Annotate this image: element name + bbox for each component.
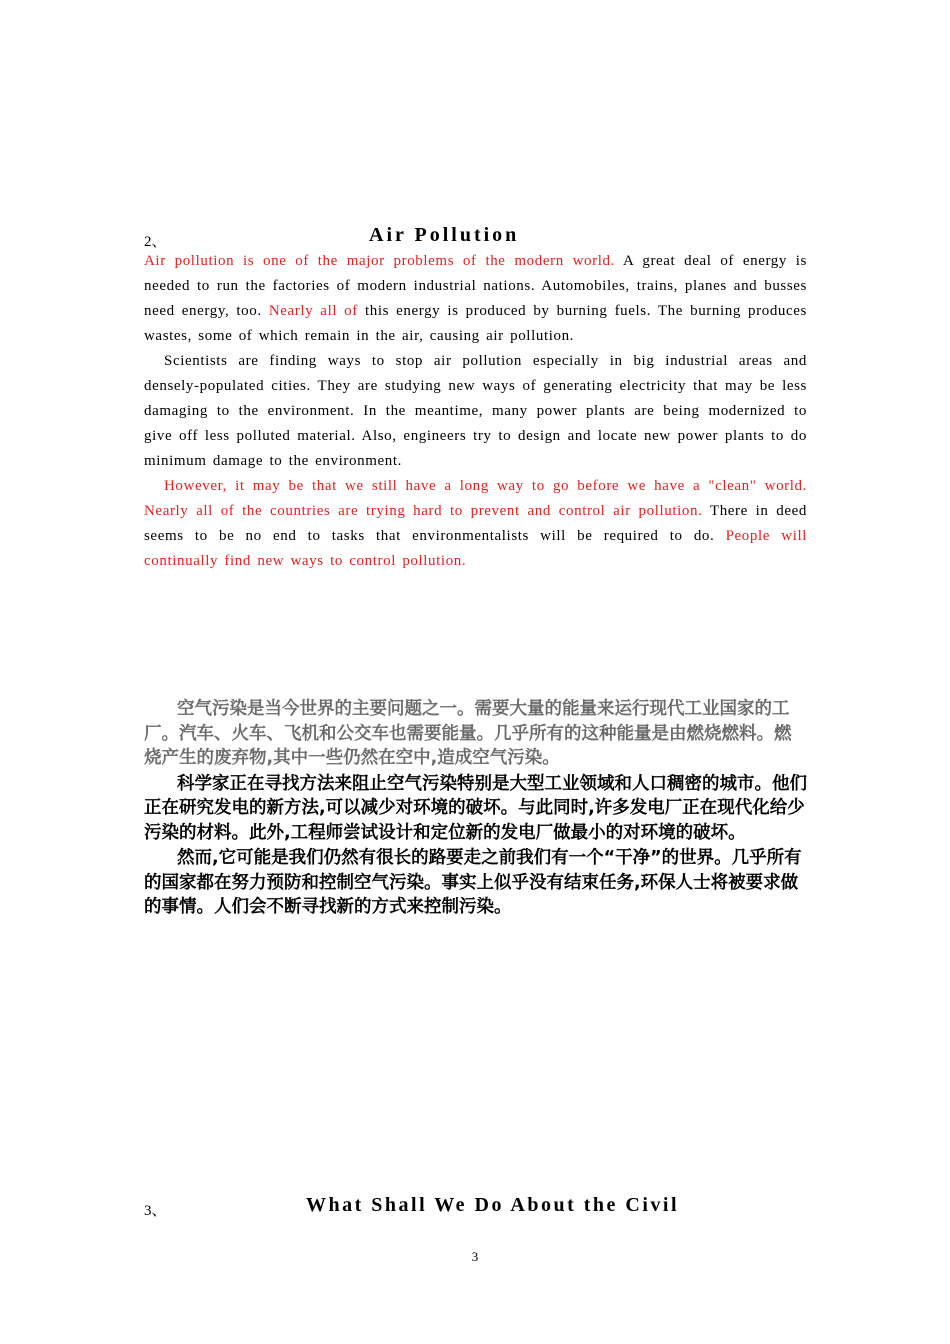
section-number: 2、 xyxy=(144,234,167,250)
english-text xyxy=(144,249,807,574)
chinese-paragraph-3: 然而,它可能是我们仍然有很长的路要走之前我们有一个“干净”的世界。几乎所有的国家都在努力预防和控制空气污染。事实上似乎没有结束任务,环保人士将被要求做的事情。人们会不断寻找新的方式来控制污染。 xyxy=(144,848,802,917)
chinese-paragraph-1: 空气污染是当今世界的主要问题之一。需要大量的能量来运行现代工业国家的工厂。汽车、火车、飞机和公交车也需要能量。几乎所有的这种能量是由燃烧燃料。燃烧产生的废弃物,其中一些仍然在空中,造成空气污染。 xyxy=(144,699,792,768)
text-span-red: Nearly all of xyxy=(268,303,365,319)
section-title: What Shall We Do About the Civil xyxy=(306,1194,680,1216)
english-paragraph-2: Scientists are finding ways to stop air pollution especially in big industrial areas and densely-populated cities. They are studying new ways of generating electricity that may be less damaging to the environment. In the meantime, many power plants are being modernized to give off less polluted material. Also, engineers try to design and locate new power plants to do minimum damage to the environment. xyxy=(144,353,807,469)
text-span: There in deed seems to be no end to tasks that environmentalists will be required to do. xyxy=(144,503,807,544)
text-span-red: However, it may be that we still have a long way to go before we have a "clean" world. Nearly all of the countries are trying hard to prevent and control air pollution. xyxy=(144,478,807,519)
page-number: 3 xyxy=(471,1249,479,1264)
section-title: Air Pollution xyxy=(369,224,520,246)
chinese-translation xyxy=(144,697,807,920)
english-paragraph-3 xyxy=(144,474,807,574)
text-span: A great deal of energy is needed to run the factories of modern industrial nations. Automobiles, trains, planes and busses need energy, too. xyxy=(144,253,807,319)
text-span-red: People will continually find new ways to control pollution. xyxy=(144,528,807,569)
section-number: 3、 xyxy=(144,1203,167,1219)
chinese-paragraph-2: 科学家正在寻找方法来阻止空气污染特别是大型工业领域和人口稠密的城市。他们正在研究发电的新方法,可以减少对环境的破坏。与此同时,许多发电厂正在现代化给少污染的材料。此外,工程师尝试设计和定位新的发电厂做最小的对环境的破坏。 xyxy=(144,773,807,843)
text-span: this energy is produced by burning fuels. The burning produces wastes, some of which remain in the air, causing air pollution. xyxy=(144,303,807,344)
text-span-red: Air pollution is one of the major problems of the modern world. xyxy=(144,253,623,269)
english-paragraph-1 xyxy=(144,249,807,349)
